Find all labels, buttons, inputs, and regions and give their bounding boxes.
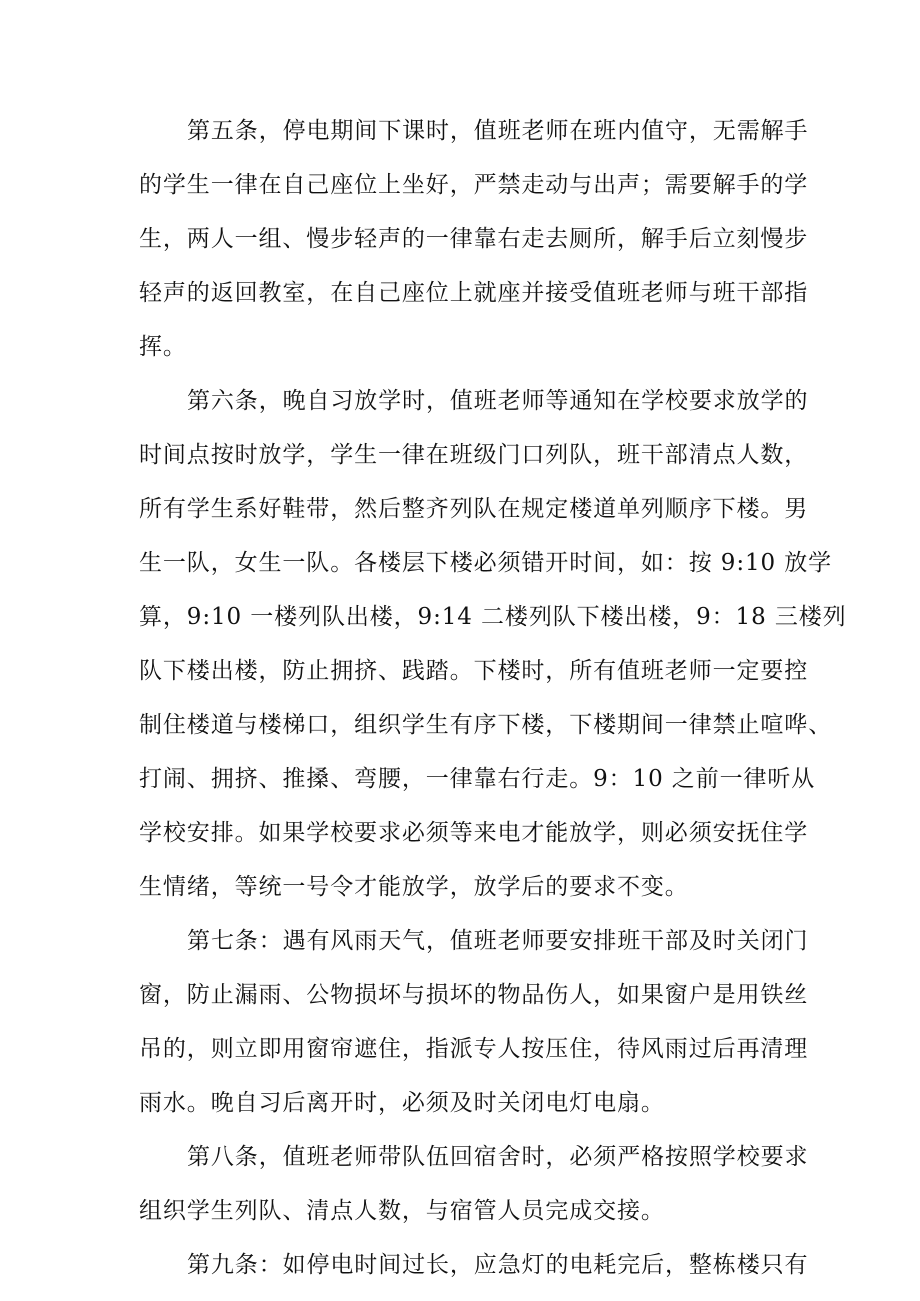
- text-line: 时间点按时放学，学生一律在班级门口列队，班干部清点人数，: [139, 442, 809, 468]
- text-line: 第五条，停电期间下课时，值班老师在班内值守，无需解手: [187, 118, 809, 144]
- text-line: 的学生一律在自己座位上坐好，严禁走动与出声；需要解手的学: [139, 172, 809, 198]
- text-line: 队下楼出楼，防止拥挤、践踏。下楼时，所有值班老师一定要控: [139, 658, 809, 684]
- text-line: 生一队，女生一队。各楼层下楼必须错开时间，如：按 9:10 放学: [139, 550, 833, 576]
- text-line: 吊的，则立即用窗帘遮住，指派专人按压住，待风雨过后再清理: [139, 1036, 809, 1062]
- text-line: 组织学生列队、清点人数，与宿管人员完成交接。: [139, 1198, 665, 1224]
- text-line: 制住楼道与楼梯口，组织学生有序下楼，下楼期间一律禁止喧哗、: [139, 712, 833, 738]
- text-line: 学校安排。如果学校要求必须等来电才能放学，则必须安抚住学: [139, 820, 809, 846]
- text-line: 挥。: [139, 334, 187, 360]
- text-line: 窗，防止漏雨、公物损坏与损坏的物品伤人，如果窗户是用铁丝: [139, 982, 809, 1008]
- text-line: 算，9:10 一楼列队出楼，9:14 二楼列队下楼出楼，9：18 三楼列: [139, 604, 847, 630]
- text-line: 第八条，值班老师带队伍回宿舍时，必须严格按照学校要求: [187, 1144, 809, 1170]
- text-line: 生，两人一组、慢步轻声的一律靠右走去厕所，解手后立刻慢步: [139, 226, 809, 252]
- text-line: 所有学生系好鞋带，然后整齐列队在规定楼道单列顺序下楼。男: [139, 496, 809, 522]
- text-line: 第七条：遇有风雨天气，值班老师要安排班干部及时关闭门: [187, 928, 809, 954]
- text-line: 打闹、拥挤、推搡、弯腰，一律靠右行走。9：10 之前一律听从: [139, 766, 816, 792]
- text-line: 生情绪，等统一号令才能放学，放学后的要求不变。: [139, 874, 689, 900]
- text-line: 轻声的返回教室，在自己座位上就座并接受值班老师与班干部指: [139, 280, 809, 306]
- text-line: 雨水。晚自习后离开时，必须及时关闭电灯电扇。: [139, 1090, 665, 1116]
- text-line: 第六条，晚自习放学时，值班老师等通知在学校要求放学的: [187, 388, 809, 414]
- text-line: 第九条：如停电时间过长，应急灯的电耗完后，整栋楼只有: [187, 1252, 809, 1278]
